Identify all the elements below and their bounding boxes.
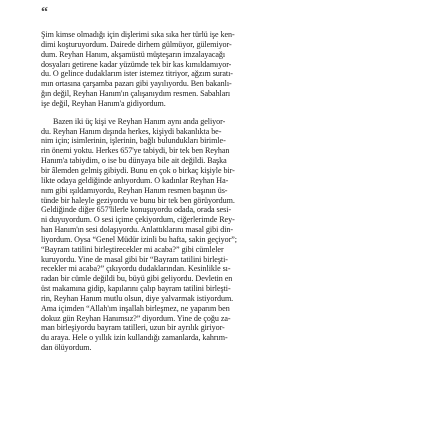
text-line: mın ortasına çarşamba pazarı gibi yayılıyordu. Ben bakanlı- <box>41 79 232 89</box>
text-line: han Hanım'ın sesi dolaşıyordu. Anlattıklarını masal gibi din- <box>41 225 234 235</box>
text-line: kuruyordu. Yine de masal gibi bir “Bayram tatilini birleşti- <box>41 254 228 264</box>
text-column <box>41 30 413 353</box>
text-line: du. Reyhan Hanım dışında herkes, kişiydi bakanlıkta be- <box>41 126 222 136</box>
text-line: Şim kimse olmadığı için dişlerimi sıka sıka her türlü işe ken- <box>41 30 235 39</box>
text-line: ğın değil, Reyhan Hanım'ın çalışanıydım resmen. Sabahları <box>41 89 231 99</box>
text-line: recekler mi acaba?” çıkıyordu dudaklarından. Kesinlikle sı- <box>41 264 231 274</box>
text-line: man birleşiyordu bayram tatilleri, uzun bir ayrılık giriyor- <box>41 323 225 333</box>
text-line: dan ölüyordum. <box>41 343 92 353</box>
text-line: Bazen iki üç kişi ve Reyhan Hanım aynı anda geliyor- <box>53 116 226 126</box>
paragraph <box>41 30 413 109</box>
text-line: dimi koşturuyordum. Dairede dirhem gülmüyor, gülemiyor- <box>41 39 232 49</box>
text-line: radan bir cümle değildi bu, büyü gibi geliyordu. Devletin en <box>41 274 233 284</box>
text-line: du. O gelince dudaklarım ister istemez titriyor, ağzım suratı- <box>41 69 233 79</box>
text-line: üst makamına gidip, kapılarını çalıp bayram tatilini birleşti- <box>41 284 231 294</box>
text-line: işe değil, Reyhan Hanım'a gidiyordum. <box>41 98 166 108</box>
text-line: bir âlemden gelmiş gibiydi. Bunu en çok o birkaç kişiyle bir- <box>41 165 235 175</box>
text-line: Geldiğinde diğer 657'lilerle konuşuyordu odada, orada sesi- <box>41 205 232 215</box>
text-line: nım gibi ışıldamıyordu, Reyhan Hanım resmen başının üs- <box>41 185 228 195</box>
paragraph <box>41 117 413 353</box>
text-line: Ama içimden “Allah'ım inşallah birleşmez, ne yaparım ben <box>41 303 230 313</box>
opening-quote-mark: “ <box>41 5 48 20</box>
text-line: ni duyuyordum. O sesi içime çekiyordum, ciğerlerimde Rey- <box>41 215 235 225</box>
text-line: dum. Reyhan Hanım, akşamüstü müşteşarın imzalayacağı <box>41 49 226 59</box>
text-line: nim için; isimlerinin, işlerinin, bağlı bulundukları birimle- <box>41 136 226 146</box>
text-line: rin, Reyhan Hanım mutlu olsun, diye yalvarmak istiyordum. <box>41 293 234 303</box>
text-line: likte odaya geldiğinde anlıyordum. O kadınlar Reyhan Ha- <box>41 175 229 185</box>
text-line: Hanım'a tabiydim, o ise bu dünyaya bile ait değildi. Başka <box>41 156 227 166</box>
text-line: rin önemi yoktu. Herkes 657'ye tabiydi, bir tek ben Reyhan <box>41 146 230 156</box>
text-line: liyordum. Oysa “Genel Müdür izinli bu hafta, sakin geçiyor”; <box>41 234 237 244</box>
text-line: du araya. Hele o yıllık izin kullandığı zamanlarda, kahrım- <box>41 333 228 343</box>
text-line: tünde bir haleyle geziyordu ve bunu bir tek ben görüyordum. <box>41 195 235 205</box>
text-line: “Bayram tatilini birleştirecekler mi acaba?” gibi cümleler <box>41 244 224 254</box>
text-line: dosyaları getirene kadar yüzümde tek bir kas kımıldamıyor- <box>41 59 232 69</box>
text-line: dokuz gün Reyhan Hanımsız?” diyordum. Yine de çoğu za- <box>41 313 231 323</box>
